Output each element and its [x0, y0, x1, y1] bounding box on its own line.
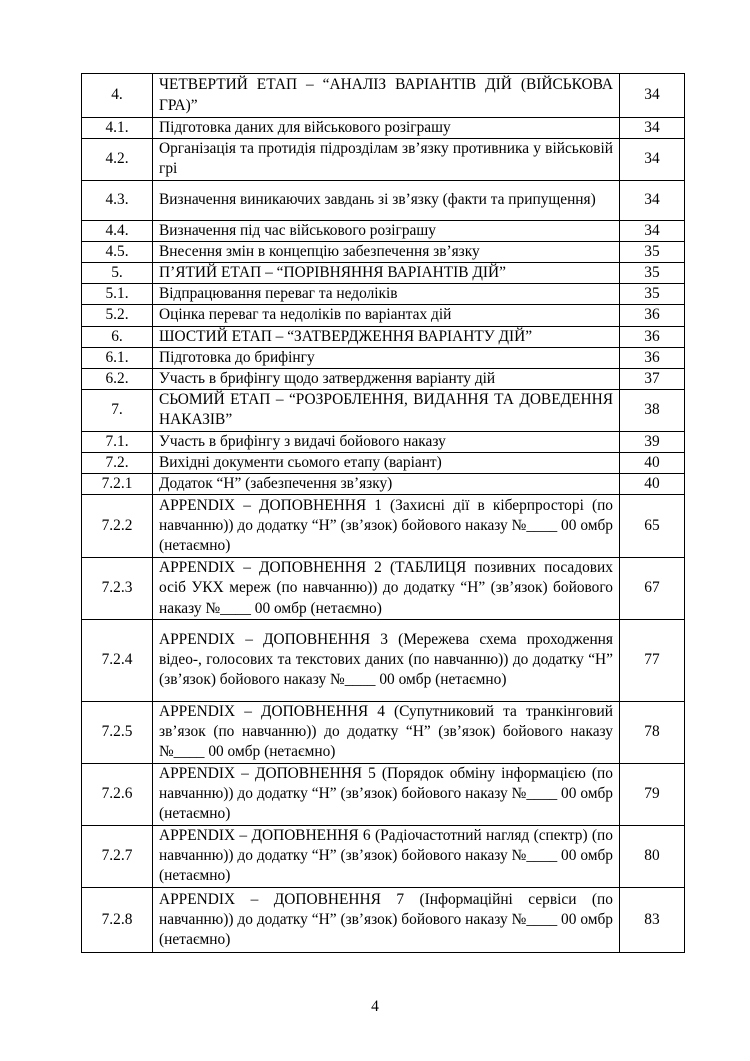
- section-number: 4.3.: [82, 180, 153, 220]
- section-page: 65: [620, 495, 685, 558]
- section-number: 7.2.5: [82, 701, 153, 763]
- section-number: 5.: [82, 263, 153, 284]
- toc-row: [82, 558, 685, 620]
- toc-row: [82, 347, 685, 368]
- section-number: 7.2.7: [82, 825, 153, 887]
- section-title: ШОСТИЙ ЕТАП – “ЗАТВЕРДЖЕННЯ ВАРІАНТУ ДІЙ”: [153, 326, 620, 347]
- toc-row: [82, 139, 685, 180]
- section-page: 67: [620, 558, 685, 620]
- section-title: Визначення під час військового розіграшу: [153, 220, 620, 241]
- section-title: APPENDIX – ДОПОВНЕННЯ 6 (Радіочастотний нагляд (спектр) (по навчанню)) до додатку “Н” (зв’язок) бойового наказу №____ 00 омбр (нетаємно): [153, 825, 620, 887]
- section-title: Внесення змін в концепцію забезпечення зв’язку: [153, 241, 620, 262]
- section-number: 7.: [82, 390, 153, 431]
- section-number: 7.2.8: [82, 887, 153, 952]
- section-title: ЧЕТВЕРТИЙ ЕТАП – “АНАЛІЗ ВАРІАНТІВ ДІЙ (ВІЙСЬКОВА ГРА)”: [153, 74, 620, 118]
- section-number: 7.2.6: [82, 763, 153, 825]
- section-page: 37: [620, 369, 685, 390]
- section-number: 7.2.4: [82, 619, 153, 701]
- section-title: APPENDIX – ДОПОВНЕННЯ 3 (Мережева схема проходження відео-, голосових та текстових даних (по навчанню)) до додатку “Н” (зв’язок) бойового наказу №____ 00 омбр (нетаємно): [153, 619, 620, 701]
- section-page: 34: [620, 180, 685, 220]
- section-number: 6.: [82, 326, 153, 347]
- contents-table: [81, 73, 685, 953]
- page-number: 4: [371, 998, 379, 1015]
- section-page: 36: [620, 326, 685, 347]
- section-page: 38: [620, 390, 685, 431]
- section-number: 6.1.: [82, 347, 153, 368]
- toc-row: [82, 474, 685, 495]
- contents-table-body: [82, 74, 685, 953]
- section-title: Підготовка до брифінгу: [153, 347, 620, 368]
- section-title: APPENDIX – ДОПОВНЕННЯ 7 (Інформаційні сервіси (по навчанню)) до додатку “Н” (зв’язок) бойового наказу №____ 00 омбр (нетаємно): [153, 887, 620, 952]
- section-number: 7.2.2: [82, 495, 153, 558]
- toc-row: [82, 326, 685, 347]
- toc-row: [82, 825, 685, 887]
- section-number: 7.1.: [82, 431, 153, 452]
- section-page: 35: [620, 241, 685, 262]
- section-page: 34: [620, 220, 685, 241]
- toc-row: [82, 431, 685, 452]
- section-title: APPENDIX – ДОПОВНЕННЯ 4 (Супутниковий та транкінговий зв’язок (по навчанню)) до додатку “Н” (зв’язок) бойового наказу №____ 00 омбр (нетаємно): [153, 701, 620, 763]
- section-page: 77: [620, 619, 685, 701]
- section-number: 7.2.: [82, 452, 153, 473]
- section-title: Підготовка даних для військового розіграшу: [153, 118, 620, 139]
- section-number: 4.: [82, 74, 153, 118]
- section-number: 5.1.: [82, 284, 153, 305]
- toc-row: [82, 118, 685, 139]
- section-page: 35: [620, 263, 685, 284]
- section-title: Вихідні документи сьомого етапу (варіант): [153, 452, 620, 473]
- section-number: 5.2.: [82, 305, 153, 326]
- section-page: 36: [620, 305, 685, 326]
- toc-row: [82, 369, 685, 390]
- toc-row: [82, 305, 685, 326]
- section-number: 6.2.: [82, 369, 153, 390]
- toc-row: [82, 452, 685, 473]
- toc-row: [82, 241, 685, 262]
- section-page: 34: [620, 118, 685, 139]
- section-page: 34: [620, 74, 685, 118]
- section-title: Оцінка переваг та недоліків по варіантах дій: [153, 305, 620, 326]
- section-title: APPENDIX – ДОПОВНЕННЯ 5 (Порядок обміну інформацією (по навчанню)) до додатку “Н” (зв’язок) бойового наказу №____ 00 омбр (нетаємно): [153, 763, 620, 825]
- section-number: 4.5.: [82, 241, 153, 262]
- section-title: Участь в брифінгу з видачі бойового наказу: [153, 431, 620, 452]
- section-title: Додаток “Н” (забезпечення зв’язку): [153, 474, 620, 495]
- section-title: П’ЯТИЙ ЕТАП – “ПОРІВНЯННЯ ВАРІАНТІВ ДІЙ”: [153, 263, 620, 284]
- section-number: 7.2.3: [82, 558, 153, 620]
- toc-row: [82, 220, 685, 241]
- section-number: 4.1.: [82, 118, 153, 139]
- section-title: СЬОМИЙ ЕТАП – “РОЗРОБЛЕННЯ, ВИДАННЯ ТА ДОВЕДЕННЯ НАКАЗІВ”: [153, 390, 620, 431]
- toc-row: [82, 74, 685, 118]
- toc-row: [82, 263, 685, 284]
- section-page: 80: [620, 825, 685, 887]
- toc-row: [82, 284, 685, 305]
- section-page: 83: [620, 887, 685, 952]
- section-page: 39: [620, 431, 685, 452]
- toc-row: [82, 495, 685, 558]
- section-title: Організація та протидія підрозділам зв’язку противника у військовій грі: [153, 139, 620, 180]
- toc-row: [82, 180, 685, 220]
- section-page: 40: [620, 452, 685, 473]
- section-number: 7.2.1: [82, 474, 153, 495]
- section-page: 36: [620, 347, 685, 368]
- section-page: 78: [620, 701, 685, 763]
- toc-row: [82, 887, 685, 952]
- section-title: APPENDIX – ДОПОВНЕННЯ 1 (Захисні дії в кіберпросторі (по навчанню)) до додатку “Н” (зв’язок) бойового наказу №____ 00 омбр (нетаємно): [153, 495, 620, 558]
- section-page: 79: [620, 763, 685, 825]
- toc-row: [82, 701, 685, 763]
- section-page: 35: [620, 284, 685, 305]
- section-title: APPENDIX – ДОПОВНЕННЯ 2 (ТАБЛИЦЯ позивних посадових осіб УКХ мереж (по навчанню)) до додатку “Н” (зв’язок) бойового наказу №____ 00 омбр (нетаємно): [153, 558, 620, 620]
- toc-row: [82, 390, 685, 431]
- toc-row: [82, 763, 685, 825]
- section-page: 34: [620, 139, 685, 180]
- section-title: Участь в брифінгу щодо затвердження варіанту дій: [153, 369, 620, 390]
- section-number: 4.4.: [82, 220, 153, 241]
- section-title: Визначення виникаючих завдань зі зв’язку (факти та припущення): [153, 180, 620, 220]
- section-page: 40: [620, 474, 685, 495]
- section-number: 4.2.: [82, 139, 153, 180]
- section-title: Відпрацювання переваг та недоліків: [153, 284, 620, 305]
- toc-row: [82, 619, 685, 701]
